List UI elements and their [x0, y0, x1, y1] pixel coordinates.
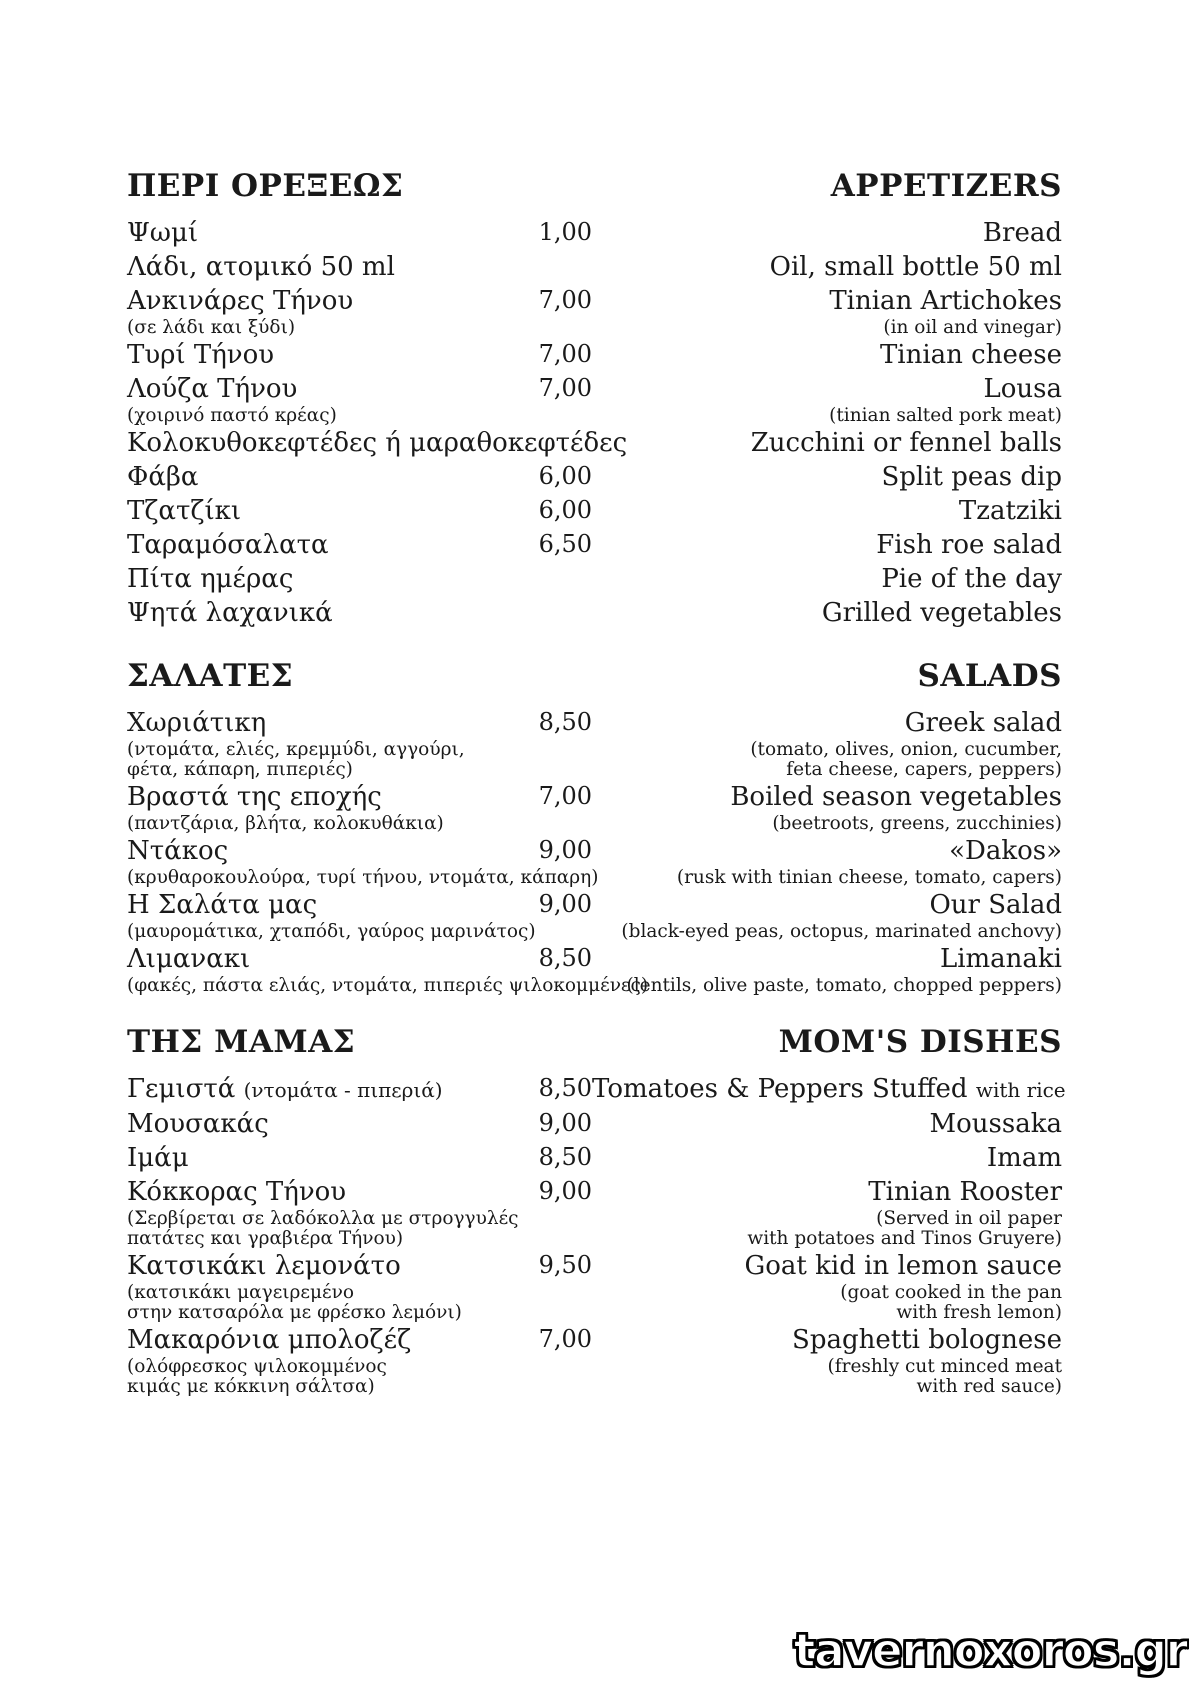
item-name-english: Bread: [982, 218, 1062, 248]
item-name-greek: Γεμιστά (ντομάτα - πιπεριά): [127, 1074, 443, 1104]
item-price: 9,00: [538, 890, 592, 918]
item-name-greek: Ιμάμ: [127, 1143, 189, 1173]
item-description-english: (freshly cut minced meat: [827, 1356, 1062, 1377]
menu-item-row: [127, 1175, 1062, 1249]
item-name-english: Tzatziki: [958, 496, 1062, 526]
item-name-greek: Τζατζίκι: [127, 496, 242, 526]
item-description-english: (tinian salted pork meat): [829, 405, 1062, 426]
section-title-greek: ΤΗΣ ΜΑΜΑΣ: [127, 1024, 356, 1060]
section-header-row: [127, 658, 1062, 694]
section-header-row: [127, 168, 1062, 204]
item-english-column: [592, 284, 1062, 338]
item-name-english: Moussaka: [929, 1109, 1062, 1139]
menu-item-row: [127, 1141, 1062, 1175]
item-description-greek: (κρυθαροκουλούρα, τυρί τήνου, ντομάτα, κάπαρη): [127, 867, 599, 888]
menu-item-row: [127, 372, 1062, 426]
item-price: 8,50: [538, 944, 592, 972]
item-english-column: [592, 216, 1062, 250]
item-name-greek: Πίτα ημέρας: [127, 564, 294, 594]
menu-item-row: [127, 338, 1062, 372]
item-description-greek: (φακές, πάστα ελιάς, ντομάτα, πιπεριές ψιλοκομμένες): [127, 975, 649, 996]
item-english-column: [592, 596, 1062, 630]
item-greek-column: [127, 562, 502, 596]
item-price: 9,50: [538, 1251, 592, 1279]
item-english-column: [592, 706, 1062, 780]
menu-section: [127, 168, 1062, 630]
item-name-english: Split peas dip: [881, 462, 1062, 492]
item-description-english: with potatoes and Tinos Gruyere): [747, 1228, 1062, 1249]
watermark: [794, 1625, 1187, 1677]
item-name-english: Goat kid in lemon sauce: [744, 1251, 1062, 1281]
item-description-greek: (ολόφρεσκος ψιλοκομμένος: [127, 1356, 387, 1377]
item-name-greek: Ντάκος: [127, 836, 229, 866]
item-description-english: feta cheese, capers, peppers): [786, 759, 1062, 780]
item-english-column: [592, 372, 1062, 426]
item-description-greek: (χοιρινό παστό κρέας): [127, 405, 337, 426]
item-name-greek: Μουσακάς: [127, 1109, 269, 1139]
item-greek-column: [127, 1175, 519, 1249]
item-greek-column: [127, 426, 628, 460]
item-description-greek: (ντομάτα, ελιές, κρεμμύδι, αγγούρι,: [127, 739, 465, 760]
item-description-greek: πατάτες και γραβιέρα Τήνου): [127, 1228, 404, 1249]
item-name-english: Tinian cheese: [879, 340, 1062, 370]
menu-item-row: [127, 706, 1062, 780]
item-english-column: [592, 460, 1062, 494]
item-name-english: Grilled vegetables: [821, 598, 1062, 628]
item-english-column: [592, 494, 1062, 528]
item-name-greek: Λάδι, ατομικό 50 ml: [127, 252, 395, 282]
menu: [127, 0, 1066, 1397]
item-description-greek: στην κατσαρόλα με φρέσκο λεμόνι): [127, 1302, 462, 1323]
item-english-column: [592, 888, 1062, 942]
item-name-greek: Λούζα Τήνου: [127, 374, 298, 404]
item-greek-column: [127, 338, 502, 372]
item-name-greek: Μακαρόνια μπολοζέζ: [127, 1325, 412, 1355]
menu-section: [127, 658, 1062, 996]
item-name-greek: Ταραμόσαλατα: [127, 530, 329, 560]
item-name-greek: Ανκινάρες Τήνου: [127, 286, 354, 316]
item-description-english: (black-eyed peas, octopus, marinated anchovy): [621, 921, 1062, 942]
section-title-greek: ΣΑΛΑΤΕΣ: [127, 658, 294, 694]
item-name-greek: Λιμανακι: [127, 944, 251, 974]
item-description-english: (lentils, olive paste, tomato, chopped peppers): [626, 975, 1062, 996]
menu-item-row: [127, 216, 1062, 250]
menu-item-row: [127, 426, 1062, 460]
menu-item-row: [127, 1323, 1062, 1397]
menu-item-row: [127, 528, 1062, 562]
item-name-english-note: with rice: [975, 1078, 1066, 1102]
item-english-column: [592, 528, 1062, 562]
item-description-greek: (σε λάδι και ξύδι): [127, 317, 296, 338]
menu-item-row: [127, 780, 1062, 834]
menu-item-row: [127, 1249, 1062, 1323]
item-name-greek: Τυρί Τήνου: [127, 340, 275, 370]
menu-item-row: [127, 562, 1062, 596]
item-greek-column: [127, 1072, 502, 1107]
item-name-english: Greek salad: [904, 708, 1062, 738]
item-price: 9,00: [538, 836, 592, 864]
item-greek-column: [127, 372, 502, 426]
item-description-english: (Served in oil paper: [876, 1208, 1062, 1229]
item-greek-column: [127, 216, 502, 250]
item-price: 6,00: [538, 496, 592, 524]
item-name-english: Tinian Artichokes: [829, 286, 1062, 316]
menu-item-row: [127, 942, 1062, 996]
item-english-column: [592, 780, 1062, 834]
item-name-english: Lousa: [983, 374, 1062, 404]
item-english-column: [592, 1175, 1062, 1249]
item-greek-column: [127, 888, 536, 942]
menu-item-row: [127, 460, 1062, 494]
section-title-english: APPETIZERS: [830, 168, 1062, 204]
item-description-english: with fresh lemon): [896, 1302, 1062, 1323]
item-price: 6,50: [538, 530, 592, 558]
item-greek-column: [127, 1323, 502, 1397]
item-name-greek: Ψητά λαχανικά: [127, 598, 333, 628]
item-description-english: with red sauce): [916, 1376, 1062, 1397]
item-name-greek: Βραστά της εποχής: [127, 782, 382, 812]
menu-item-row: [127, 284, 1062, 338]
item-name-greek: Ψωμί: [127, 218, 199, 248]
item-name-greek: Κόκκορας Τήνου: [127, 1177, 347, 1207]
menu-item-row: [127, 834, 1062, 888]
item-description-greek: (παντζάρια, βλήτα, κολοκυθάκια): [127, 813, 444, 834]
item-name-english: Oil, small bottle 50 ml: [769, 252, 1062, 282]
item-name-greek-note: (ντομάτα - πιπεριά): [243, 1078, 443, 1102]
item-name-english: Our Salad: [929, 890, 1062, 920]
item-english-column: [592, 834, 1062, 888]
menu-item-row: [127, 888, 1062, 942]
item-english-column: [592, 1107, 1062, 1141]
item-price: 8,50: [538, 1074, 592, 1102]
item-description-english: (rusk with tinian cheese, tomato, capers): [676, 867, 1062, 888]
menu-section: [127, 1024, 1066, 1397]
watermark-text: tavernoxoros.gr: [793, 1624, 1187, 1677]
item-english-column: [592, 338, 1062, 372]
section-title-english: MOM'S DISHES: [778, 1024, 1062, 1060]
section-title-greek: ΠΕΡΙ ΟΡΕΞΕΩΣ: [127, 168, 404, 204]
item-price: 6,00: [538, 462, 592, 490]
menu-item-row: [127, 1072, 1066, 1107]
item-name-greek: Κολοκυθοκεφτέδες ή μαραθοκεφτέδες: [127, 428, 628, 458]
item-price: 9,00: [538, 1177, 592, 1205]
item-greek-column: [127, 596, 502, 630]
item-english-column: [592, 562, 1062, 596]
item-price: 7,00: [538, 782, 592, 810]
item-english-column: [592, 1072, 1066, 1107]
item-price: 7,00: [538, 340, 592, 368]
item-name-greek: Η Σαλάτα μας: [127, 890, 318, 920]
item-description-greek: (κατσικάκι μαγειρεμένο: [127, 1282, 355, 1303]
menu-item-row: [127, 250, 1062, 284]
item-price: 9,00: [538, 1109, 592, 1137]
item-name-greek: Χωριάτικη: [127, 708, 267, 738]
menu-item-row: [127, 596, 1062, 630]
item-name-english: «Dakos»: [949, 836, 1062, 866]
item-name-english: Pie of the day: [881, 564, 1062, 594]
item-description-greek: (μαυρομάτικα, χταπόδι, γαύρος μαρινάτος): [127, 921, 536, 942]
item-english-column: [592, 1249, 1062, 1323]
item-price: 8,50: [538, 1143, 592, 1171]
item-description-english: (beetroots, greens, zucchinies): [772, 813, 1062, 834]
item-greek-column: [127, 528, 502, 562]
section-title-english: SALADS: [917, 658, 1062, 694]
item-description-greek: φέτα, κάπαρη, πιπεριές): [127, 759, 353, 780]
item-price: 8,50: [538, 708, 592, 736]
item-greek-column: [127, 494, 502, 528]
item-name-english: Boiled season vegetables: [730, 782, 1062, 812]
item-description-english: (in oil and vinegar): [883, 317, 1062, 338]
item-english-column: [592, 426, 1062, 460]
item-greek-column: [127, 460, 502, 494]
item-price: 7,00: [538, 1325, 592, 1353]
item-greek-column: [127, 284, 502, 338]
item-greek-column: [127, 780, 502, 834]
item-english-column: [592, 250, 1062, 284]
item-greek-column: [127, 1141, 502, 1175]
item-name-greek: Κατσικάκι λεμονάτο: [127, 1251, 401, 1281]
item-name-english: Limanaki: [939, 944, 1062, 974]
item-description-english: (tomato, olives, onion, cucumber,: [750, 739, 1062, 760]
item-english-column: [592, 1141, 1062, 1175]
item-name-english: Zucchini or fennel balls: [750, 428, 1062, 458]
item-name-english: Tinian Rooster: [868, 1177, 1062, 1207]
item-description-greek: κιμάς με κόκκινη σάλτσα): [127, 1376, 375, 1397]
item-price: 7,00: [538, 286, 592, 314]
menu-item-row: [127, 494, 1062, 528]
item-description-english: (goat cooked in the pan: [840, 1282, 1062, 1303]
item-greek-column: [127, 1249, 502, 1323]
item-greek-column: [127, 250, 502, 284]
item-greek-column: [127, 1107, 502, 1141]
item-english-column: [592, 1323, 1062, 1397]
item-name-greek: Φάβα: [127, 462, 199, 492]
item-greek-column: [127, 706, 502, 780]
item-name-english: Tomatoes & Peppers Stuffed with rice: [592, 1074, 1066, 1104]
item-price: 1,00: [538, 218, 592, 246]
menu-item-row: [127, 1107, 1062, 1141]
item-price: 7,00: [538, 374, 592, 402]
item-name-english: Imam: [986, 1143, 1062, 1173]
item-description-greek: (Σερβίρεται σε λαδόκολλα με στρογγυλές: [127, 1208, 519, 1229]
item-name-english: Fish roe salad: [876, 530, 1062, 560]
section-header-row: [127, 1024, 1062, 1060]
item-english-column: [592, 942, 1062, 996]
item-name-english: Spaghetti bolognese: [792, 1325, 1062, 1355]
